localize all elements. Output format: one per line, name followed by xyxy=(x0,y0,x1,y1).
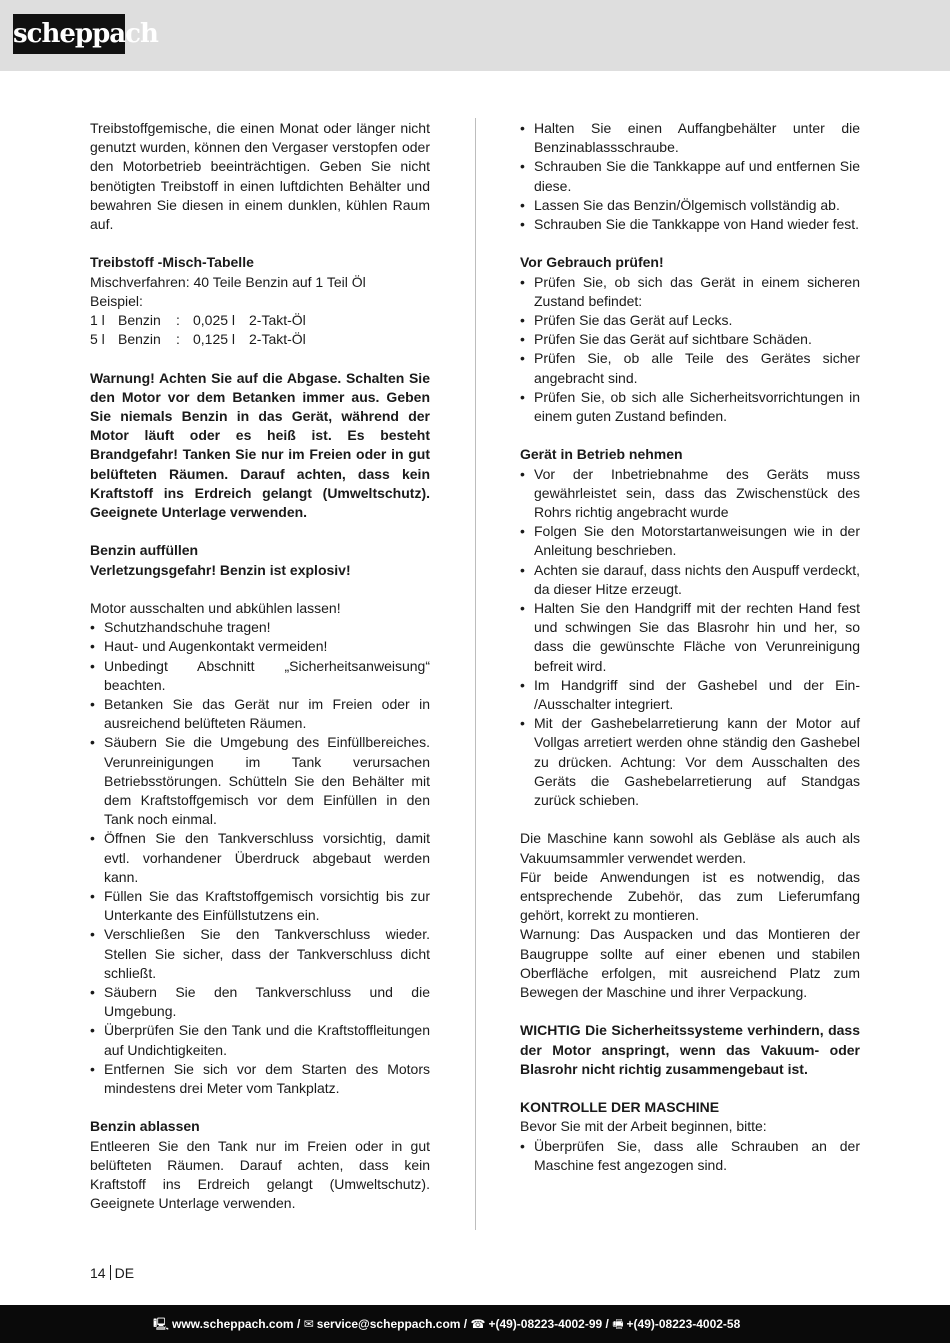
page-number xyxy=(90,1264,134,1283)
list-item: • Überprüfen Sie den Tank und die Kraftstoffleitungen auf Undichtigkeiten. xyxy=(90,1021,430,1059)
list-item: • Im Handgriff sind der Gashebel und der Ein- /Ausschalter integriert. xyxy=(520,676,860,714)
list-item: • Prüfen Sie das Gerät auf sichtbare Schäden. xyxy=(520,330,860,349)
intro-paragraph: Treibstoffgemische, die einen Monat oder länger nicht genutzt wurden, können den Vergaser verstopfen oder den Motorbetrieb beeinträchtigen. Geben Sie nicht benötigten Treibstoff in einen luftdichten Behälter und bewahren Sie diesen in einem dunklen, kühlen Raum auf. xyxy=(90,120,430,233)
list-item: • Prüfen Sie das Gerät auf Lecks. xyxy=(520,311,860,330)
important-notice: WICHTIG Die Sicherheitssysteme verhindern, dass der Motor anspringt, wenn das Vakuum- oder Blasrohr nicht richtig zusammengebaut ist. xyxy=(520,1022,860,1077)
footer-email: service@scheppach.com / xyxy=(316,1317,468,1331)
list-item: • Prüfen Sie, ob sich das Gerät in einem sicheren Zustand befindet: xyxy=(520,273,860,311)
footer-contact xyxy=(153,1305,740,1343)
mix-method: Mischverfahren: 40 Teile Benzin auf 1 Teil Öl xyxy=(90,273,366,290)
fill-explosion-warning: Verletzungsgefahr! Benzin ist explosiv! xyxy=(90,561,351,578)
list-item: • Entfernen Sie sich vor dem Starten des Motors mindestens drei Meter vom Tankplatz. xyxy=(90,1060,430,1098)
control-list xyxy=(520,1137,860,1175)
list-item: • Vor der Inbetriebnahme des Geräts muss gewährleistet sein, dass das Zwischenstück des Rohrs richtig angebracht wurde xyxy=(520,465,860,523)
list-item: • Prüfen Sie, ob alle Teile des Gerätes sicher angebracht sind. xyxy=(520,349,860,387)
list-item: • Öffnen Sie den Tankverschluss vorsichtig, damit evtl. vorhandener Überdruck abgebaut werden kann. xyxy=(90,829,430,887)
mix-example-label: Beispiel: xyxy=(90,292,143,309)
list-item: • Überprüfen Sie, dass alle Schrauben an der Maschine fest angezogen sind. xyxy=(520,1137,860,1175)
list-item: • Mit der Gashebelarretierung kann der Motor auf Vollgas arretiert werden ohne ständig den Gashebel zu drücken. Achtung: Vor dem Ausschalten des Geräts die Gashebelarretierung auf Standgas zurück schieben. xyxy=(520,714,860,810)
list-item: • Halten Sie einen Auffangbehälter unter die Benzinablassschraube. xyxy=(520,119,860,157)
brand-logo: scheppach xyxy=(13,14,125,54)
list-item: • Betanken Sie das Gerät nur im Freien oder in ausreichend belüfteten Räumen. xyxy=(90,695,430,733)
page-number-separator xyxy=(110,1265,111,1280)
fax-icon: 🖷 xyxy=(612,1317,624,1331)
operate-list xyxy=(520,465,860,811)
right-column xyxy=(520,119,860,1175)
machine-paragraph: Die Maschine kann sowohl als Gebläse als auch als Vakuumsammler verwendet werden. xyxy=(520,830,860,866)
computer-icon: 🖳 xyxy=(153,1317,170,1331)
footer-phone: +(49)-08223-4002-99 / xyxy=(488,1317,609,1331)
list-item: • Säubern Sie den Tankverschluss und die Umgebung. xyxy=(90,983,430,1021)
list-item: • Halten Sie den Handgriff mit der rechten Hand fest und schwingen Sie das Blasrohr hin und her, so dass die gewünschte Fläche von Verunreinigung befreit wird. xyxy=(520,599,860,676)
list-item: • Folgen Sie den Motorstartanweisungen wie in der Anleitung beschrieben. xyxy=(520,522,860,560)
list-item: • Schrauben Sie die Tankkappe von Hand wieder fest. xyxy=(520,215,860,234)
mix-table-title: Treibstoff -Misch-Tabelle xyxy=(90,254,254,271)
operate-section-title: Gerät in Betrieb nehmen xyxy=(520,446,683,463)
list-item: • Säubern Sie die Umgebung des Einfüllbereiches. Verunreinigungen im Tank verursachen Betriebsstörungen. Schütteln Sie den Behälter mit dem Kraftstoffgemisch vor dem Einfüllen in den Tank noch einmal. xyxy=(90,733,430,829)
drain-paragraph: Entleeren Sie den Tank nur im Freien oder in gut belüfteten Räumen. Darauf achten, dass kein Kraftstoff ins Erdreich gelangt (Umweltschutz). Geeignete Unterlage verwenden. xyxy=(90,1137,430,1212)
control-section-title: KONTROLLE DER MASCHINE xyxy=(520,1099,720,1116)
phone-icon: ☎ xyxy=(470,1317,486,1331)
mix-table-row: 5 l Benzin : 0,125 l 2-Takt-Öl xyxy=(90,331,306,348)
fill-section-title: Benzin auffüllen xyxy=(90,542,199,559)
list-item: • Schrauben Sie die Tankkappe auf und entfernen Sie diese. xyxy=(520,157,860,195)
page-language: DE xyxy=(114,1265,135,1281)
footer-fax: +(49)-08223-4002-58 xyxy=(626,1317,741,1331)
page-footer xyxy=(0,1305,950,1343)
fill-intro: Motor ausschalten und abkühlen lassen! xyxy=(90,600,341,617)
check-list xyxy=(520,273,860,427)
machine-warning-paragraph: Warnung: Das Auspacken und das Montieren der Baugruppe sollte auf einer ebenen und stabilen Oberfläche erfolgen, mit ausreichend Platz zum Bewegen der Maschine und ihrer Verpackung. xyxy=(520,926,860,1001)
list-item: • Verschließen Sie den Tankverschluss wieder. Stellen Sie sicher, dass der Tankverschluss dicht schließt. xyxy=(90,925,430,983)
check-section-title: Vor Gebrauch prüfen! xyxy=(520,254,664,271)
footer-website: www.scheppach.com / xyxy=(172,1317,301,1331)
page-number-value: 14 xyxy=(90,1265,106,1281)
column-divider xyxy=(475,118,476,1230)
list-item: • Achten sie darauf, dass nichts den Auspuff verdeckt, da dieser Hitze erzeugt. xyxy=(520,561,860,599)
control-intro: Bevor Sie mit der Arbeit beginnen, bitte: xyxy=(520,1118,767,1135)
list-item: • Prüfen Sie, ob sich alle Sicherheitsvorrichtungen in einem guten Zustand befinden. xyxy=(520,388,860,426)
email-icon: ✉ xyxy=(303,1317,314,1331)
list-item: • Unbedingt Abschnitt „Sicherheitsanweisung“ beachten. xyxy=(90,657,430,695)
list-item: • Haut- und Augenkontakt vermeiden! xyxy=(90,637,430,656)
drain-section-title: Benzin ablassen xyxy=(90,1118,200,1135)
mix-table-row: 1 l Benzin : 0,025 l 2-Takt-Öl xyxy=(90,312,306,329)
list-item: • Lassen Sie das Benzin/Ölgemisch vollständig ab. xyxy=(520,196,860,215)
exhaust-warning: Warnung! Achten Sie auf die Abgase. Schalten Sie den Motor vor dem Betanken immer aus. Geben Sie niemals Benzin in das Gerät, während der Motor läuft oder es heiß ist. Es besteht Brandgefahr! Tanken Sie nur im Freien oder in gut belüfteten Räumen. Darauf achten, dass kein Kraftstoff ins Erdreich gelangt (Umweltschutz). Geeignete Unterlage verwenden. xyxy=(90,369,430,521)
list-item: • Füllen Sie das Kraftstoffgemisch vorsichtig bis zur Unterkante des Einfüllstutzens ein. xyxy=(90,887,430,925)
list-item: • Schutzhandschuhe tragen! xyxy=(90,618,430,637)
machine-paragraph: Für beide Anwendungen ist es notwendig, das entsprechende Zubehör, das zum Lieferumfang gehört, korrekt zu montieren. xyxy=(520,868,860,924)
page-header xyxy=(0,0,950,71)
fill-steps-list xyxy=(90,618,430,1098)
drain-steps-list xyxy=(520,119,860,234)
left-column xyxy=(90,119,430,1214)
